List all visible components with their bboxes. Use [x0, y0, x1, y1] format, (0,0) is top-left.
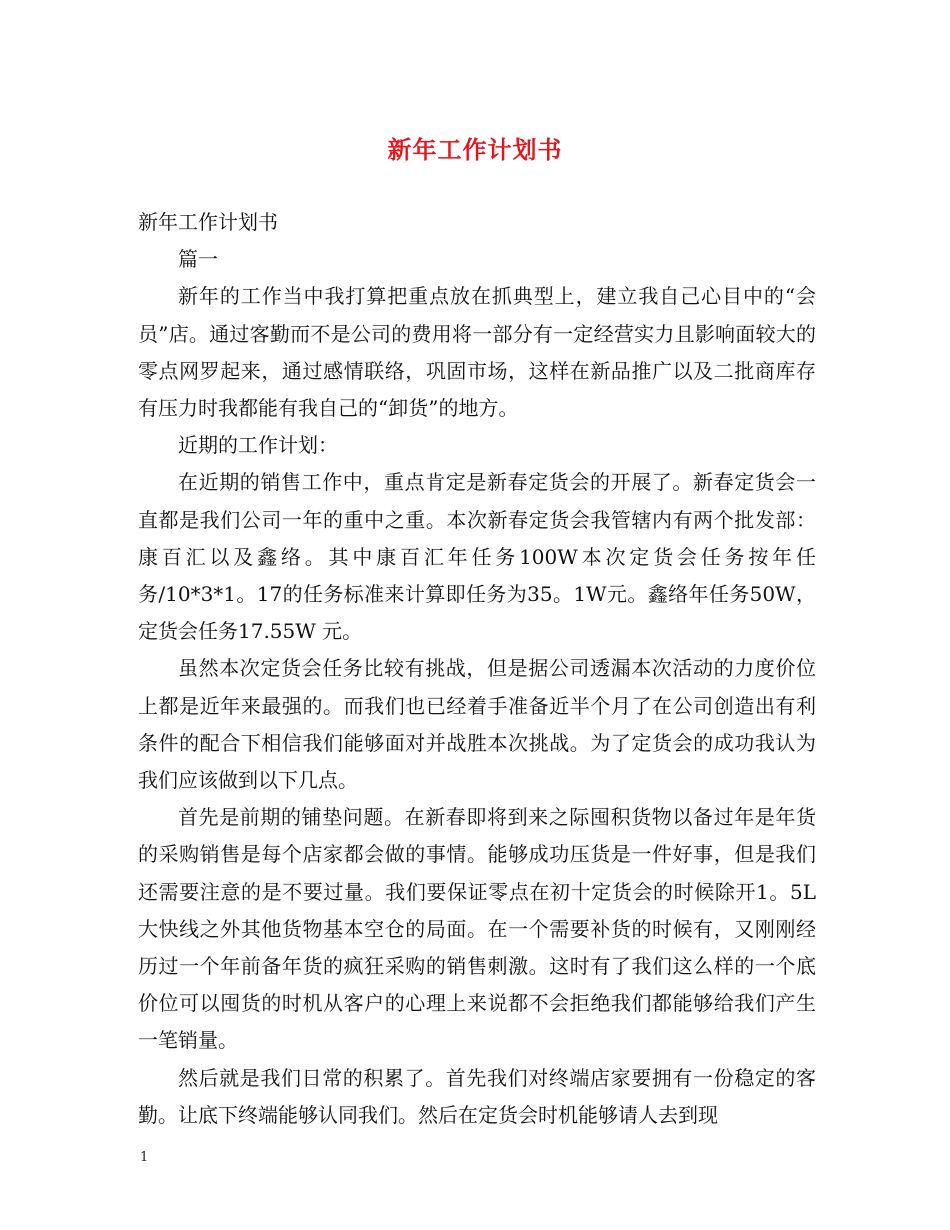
page-title: 新年工作计划书 [387, 135, 563, 164]
document-body [138, 204, 816, 1134]
paragraph-3: 在近期的销售工作中，重点肯定是新春定货会的开展了。新春定货会一直都是我们公司一年的重中之重。本次新春定货会我管辖内有两个批发部：康百汇以及鑫络。其中康百汇年任务100W本次定货会任务按年任务/10*3*1。17的任务标准来计算即任务为35。1W元。鑫络年任务50W，定货会任务17.55W 元。 [138, 470, 816, 644]
paragraph-6: 然后就是我们日常的积累了。首先我们对终端店家要拥有一份稳定的客勤。让底下终端能够认同我们。然后在定货会时机能够请人去到现 [138, 1065, 816, 1127]
paragraph-1: 新年的工作当中我打算把重点放在抓典型上，建立我自己心目中的“会员”店。通过客勤而不是公司的费用将一部分有一定经营实力且影响面较大的零点网罗起来，通过感情联络，巩固市场，这样在新品推广以及二批商库存有压力时我都能有我自己的“卸货”的地方。 [138, 284, 816, 421]
section-heading: 篇一 [178, 247, 218, 272]
page-number: 1 [140, 1150, 149, 1165]
paragraph-4: 虽然本次定货会任务比较有挑战，但是据公司透漏本次活动的力度价位上都是近年来最强的。而我们也已经着手准备近半个月了在公司创造出有利条件的配合下相信我们能够面对并战胜本次挑战。为了定货会的成功我认为我们应该做到以下几点。 [138, 656, 816, 793]
document-subtitle: 新年工作计划书 [138, 210, 278, 234]
paragraph-2-heading: 近期的工作计划： [178, 433, 338, 458]
paragraph-5: 首先是前期的铺垫问题。在新春即将到来之际囤积货物以备过年是年货的采购销售是每个店家都会做的事情。能够成功压货是一件好事，但是我们还需要注意的是不要过量。我们要保证零点在初十定货会的时候除开1。5L大快线之外其他货物基本空仓的局面。在一个需要补货的时候有，又刚刚经历过一个年前备年货的疯狂采购的销售刺激。这时有了我们这么样的一个底价位可以囤货的时机从客户的心理上来说都不会拒绝我们都能够给我们产生一笔销量。 [138, 805, 816, 1053]
